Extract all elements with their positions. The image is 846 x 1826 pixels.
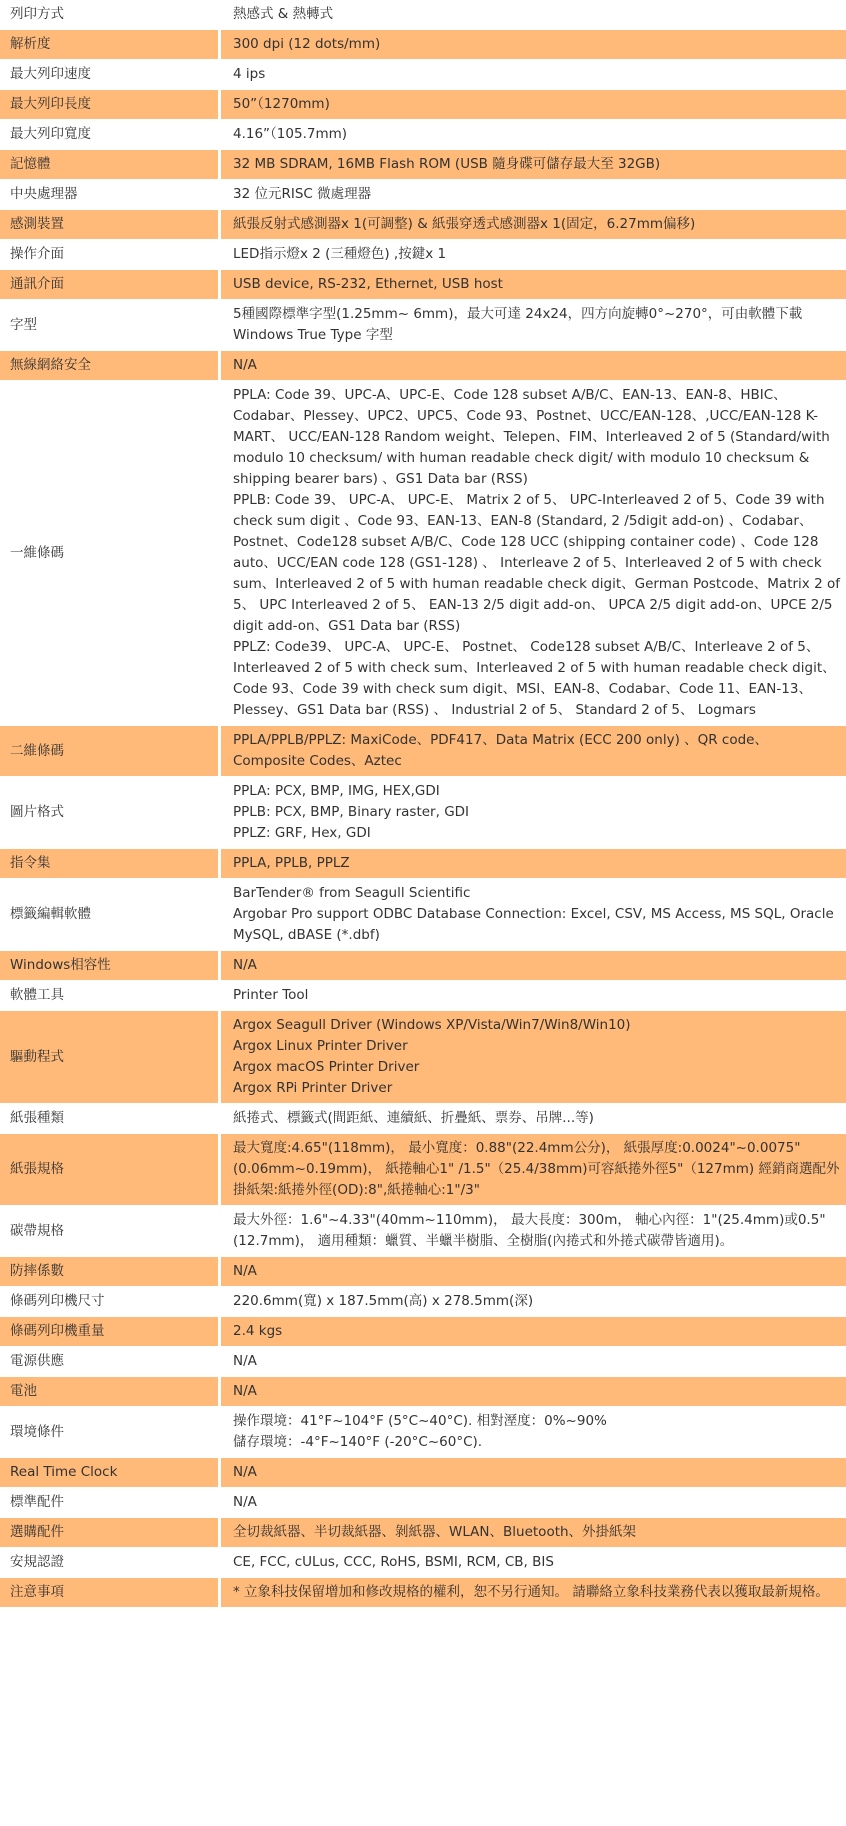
spec-value-line: 5種國際標準字型(1.25mm~ 6mm)，最大可達 24x24，四方向旋轉0°~270°，可由軟體下載 Windows True Type 字型 [233,306,803,343]
spec-label: 電源供應 [0,1347,218,1377]
spec-value [218,30,846,60]
spec-value [218,120,846,150]
spec-value-line: LED指示燈x 2 (三種燈色) ,按鍵x 1 [233,246,447,262]
spec-value-line: 32 位元RISC 微處理器 [233,186,372,202]
spec-row [0,1407,846,1458]
spec-row [0,120,846,150]
spec-value [218,1206,846,1257]
spec-value-line: PPLZ: GRF, Hex, GDI [233,825,371,841]
spec-value-line: Argobar Pro support ODBC Database Connection: Excel, CSV, MS Access, MS SQL, Oracle MySQL, dBASE (*.dbf) [233,906,834,943]
spec-value [218,60,846,90]
spec-row [0,150,846,180]
spec-label: 條碼列印機重量 [0,1317,218,1347]
spec-value-line: 220.6mm(寬) x 187.5mm(高) x 278.5mm(深) [233,1293,534,1309]
spec-value-line: N/A [233,357,257,373]
spec-value [218,150,846,180]
spec-label: 無線網絡安全 [0,351,218,381]
spec-value-line: 熱感式 & 熱轉式 [233,6,334,22]
spec-value [218,1518,846,1548]
spec-label: 電池 [0,1377,218,1407]
spec-label: 字型 [0,300,218,351]
spec-row [0,777,846,849]
spec-row [0,240,846,270]
spec-label: 一維條碼 [0,381,218,726]
spec-row [0,1317,846,1347]
spec-value [218,1578,846,1608]
spec-row [0,1134,846,1206]
spec-value [218,879,846,951]
spec-row [0,0,846,30]
spec-label: 軟體工具 [0,981,218,1011]
spec-value-line: 50”（1270mm) [233,96,330,112]
spec-row [0,1257,846,1287]
spec-row [0,90,846,120]
spec-label: 注意事項 [0,1578,218,1608]
spec-row [0,981,846,1011]
spec-label: 最大列印長度 [0,90,218,120]
spec-value [218,210,846,240]
spec-value [218,1458,846,1488]
spec-value-line: 全切裁紙器、半切裁紙器、剝紙器、WLAN、Bluetooth、外掛紙架 [233,1524,637,1540]
spec-label: 安規認證 [0,1548,218,1578]
spec-label: Windows相容性 [0,951,218,981]
spec-label: 最大列印寬度 [0,120,218,150]
spec-row [0,270,846,300]
spec-value [218,90,846,120]
spec-value-line: Argox RPi Printer Driver [233,1080,393,1096]
spec-value-line: 4 ips [233,66,266,82]
spec-value-line: N/A [233,1383,257,1399]
spec-value [218,0,846,30]
spec-value-line: 最大寬度:4.65"(118mm)， 最小寬度：0.88"(22.4mm公分)， 紙張厚度:0.0024"~0.0075"(0.06mm~0.19mm)， 紙捲軸心1" /1.5"（25.4/38mm)可容紙捲外徑5"（127mm) 經銷商選配外掛紙架:紙捲外徑(OD):8",紙捲軸心:1"/3" [233,1140,840,1198]
spec-row [0,1347,846,1377]
spec-row [0,351,846,381]
spec-value-line: 紙張反射式感測器x 1(可調整) & 紙張穿透式感測器x 1(固定，6.27mm偏移) [233,216,696,232]
spec-label: 中央處理器 [0,180,218,210]
spec-row [0,1206,846,1257]
spec-value-line: PPLB: Code 39、 UPC-A、 UPC-E、 Matrix 2 of 5、 UPC-Interleaved 2 of 5、Code 39 with check sum digit 、Code 93、EAN-13、EAN-8 (Standard, 2 /5digit add-on) 、Codabar、Postnet、Code128 subset A/B/C、Code 128 UCC (shipping container code) 、Code 128 auto、UCC/EAN code 128 (GS1-128) 、 Interleave 2 of 5、Interleaved 2 of 5 with check sum、Interleaved 2 of 5 with human readable check digit、German Postcode、Matrix 2 of 5、 UPC Interleaved 2 of 5、 EAN-13 2/5 digit add-on、 UPCA 2/5 digit add-on、UPCE 2/5 digit add-on、GS1 Data bar (RSS) [233,492,840,634]
spec-label: 標準配件 [0,1488,218,1518]
spec-value [218,270,846,300]
spec-label: 環境條件 [0,1407,218,1458]
spec-row [0,726,846,777]
spec-value-line: PPLA/PPLB/PPLZ: MaxiCode、PDF417、Data Matrix (ECC 200 only) 、QR code、Composite Codes、Aztec [233,732,768,769]
spec-value [218,1407,846,1458]
spec-row [0,1377,846,1407]
spec-value-line: Printer Tool [233,987,309,1003]
spec-value-line: 儲存環境：-4°F~140°F (-20°C~60°C). [233,1434,483,1450]
spec-value-line: Argox macOS Printer Driver [233,1059,420,1075]
spec-value [218,1134,846,1206]
spec-row [0,1287,846,1317]
spec-value-line: BarTender® from Seagull Scientific [233,885,471,901]
spec-row [0,1488,846,1518]
spec-value-line: N/A [233,1494,257,1510]
spec-row [0,1104,846,1134]
spec-label: 最大列印速度 [0,60,218,90]
spec-row [0,1458,846,1488]
spec-value-line: 300 dpi (12 dots/mm) [233,36,381,52]
spec-value-line: 操作環境：41°F~104°F (5°C~40°C). 相對溼度：0%~90% [233,1413,607,1429]
spec-value [218,180,846,210]
spec-value-line: N/A [233,1353,257,1369]
spec-row [0,1011,846,1104]
spec-label: 紙張種類 [0,1104,218,1134]
spec-label: 條碼列印機尺寸 [0,1287,218,1317]
spec-label: 防摔係數 [0,1257,218,1287]
spec-value [218,1548,846,1578]
spec-value-line: 最大外徑：1.6"~4.33"(40mm~110mm)， 最大長度：300m， 軸心內徑：1"(25.4mm)或0.5"(12.7mm)， 適用種類：蠟質、半蠟半樹脂、全樹脂(內捲式和外捲式碳帶皆適用)。 [233,1212,826,1249]
spec-value [218,981,846,1011]
spec-value [218,240,846,270]
spec-value-line: 4.16”（105.7mm) [233,126,348,142]
spec-row [0,951,846,981]
spec-value-line: USB device, RS-232, Ethernet, USB host [233,276,503,292]
spec-row [0,1578,846,1608]
spec-value [218,777,846,849]
spec-value [218,1011,846,1104]
spec-label: 選購配件 [0,1518,218,1548]
spec-label: 指令集 [0,849,218,879]
spec-value [218,1377,846,1407]
spec-value-line: CE, FCC, cULus, CCC, RoHS, BSMI, RCM, CB, BIS [233,1554,554,1570]
spec-value [218,1257,846,1287]
spec-label: 列印方式 [0,0,218,30]
spec-row [0,30,846,60]
spec-value [218,849,846,879]
spec-value-line: 紙捲式、標籤式(間距紙、連續紙、折疊紙、票券、吊牌...等) [233,1110,594,1126]
spec-row [0,879,846,951]
spec-value [218,300,846,351]
spec-label: 操作介面 [0,240,218,270]
spec-label: 紙張規格 [0,1134,218,1206]
spec-value [218,1488,846,1518]
spec-value-line: 2.4 kgs [233,1323,283,1339]
spec-value-line: PPLZ: Code39、 UPC-A、 UPC-E、 Postnet、 Code128 subset A/B/C、Interleave 2 of 5、Interleaved 2 of 5 with check sum、Interleaved 2 of 5 with human readable check digit、Code 93、Code 39 with check sum digit、MSI、EAN-8、Codabar、Code 11、EAN-13、Plessey、GS1 Data bar (RSS) 、 Industrial 2 of 5、 Standard 2 of 5、 Logmars [233,639,836,718]
spec-label: 記憶體 [0,150,218,180]
spec-value-line: Argox Seagull Driver (Windows XP/Vista/Win7/Win8/Win10) [233,1017,631,1033]
spec-label: 驅動程式 [0,1011,218,1104]
spec-row [0,210,846,240]
spec-label: 標籤編輯軟體 [0,879,218,951]
spec-value [218,1104,846,1134]
spec-value [218,1287,846,1317]
spec-value-line: 32 MB SDRAM, 16MB Flash ROM (USB 隨身碟可儲存最大至 32GB) [233,156,661,172]
spec-value-line: N/A [233,1263,257,1279]
spec-value-line: * 立象科技保留增加和修改規格的權利，恕不另行通知。 請聯絡立象科技業務代表以獲取最新規格。 [233,1584,829,1600]
spec-label: 通訊介面 [0,270,218,300]
spec-value-line: PPLA, PPLB, PPLZ [233,855,350,871]
spec-label: 感測裝置 [0,210,218,240]
spec-value [218,951,846,981]
spec-row [0,1518,846,1548]
spec-row [0,60,846,90]
spec-label: 圖片格式 [0,777,218,849]
spec-row [0,1548,846,1578]
spec-value [218,1317,846,1347]
spec-value [218,351,846,381]
spec-value-line: Argox Linux Printer Driver [233,1038,408,1054]
spec-label: Real Time Clock [0,1458,218,1488]
spec-row [0,180,846,210]
spec-value [218,381,846,726]
spec-row [0,849,846,879]
spec-value-line: PPLA: Code 39、UPC-A、UPC-E、Code 128 subset A/B/C、EAN-13、EAN-8、HBIC、Codabar、Plessey、UPC2、UPC5、Code 93、Postnet、UCC/EAN-128、,UCC/EAN-128 K-MART、 UCC/EAN-128 Random weight、Telepen、FIM、Interleaved 2 of 5 (Standard/with modulo 10 checksum/ with human readable check digit/ with modulo 10 checksum & shipping bearer bars) 、GS1 Data bar (RSS) [233,387,830,487]
spec-value-line: N/A [233,1464,257,1480]
spec-label: 二維條碼 [0,726,218,777]
spec-label: 解析度 [0,30,218,60]
spec-value [218,1347,846,1377]
spec-value-line: N/A [233,957,257,973]
spec-value-line: PPLB: PCX, BMP, Binary raster, GDI [233,804,470,820]
spec-row [0,300,846,351]
spec-label: 碳帶規格 [0,1206,218,1257]
spec-value-line: PPLA: PCX, BMP, IMG, HEX,GDI [233,783,440,799]
spec-value [218,726,846,777]
spec-row [0,381,846,726]
